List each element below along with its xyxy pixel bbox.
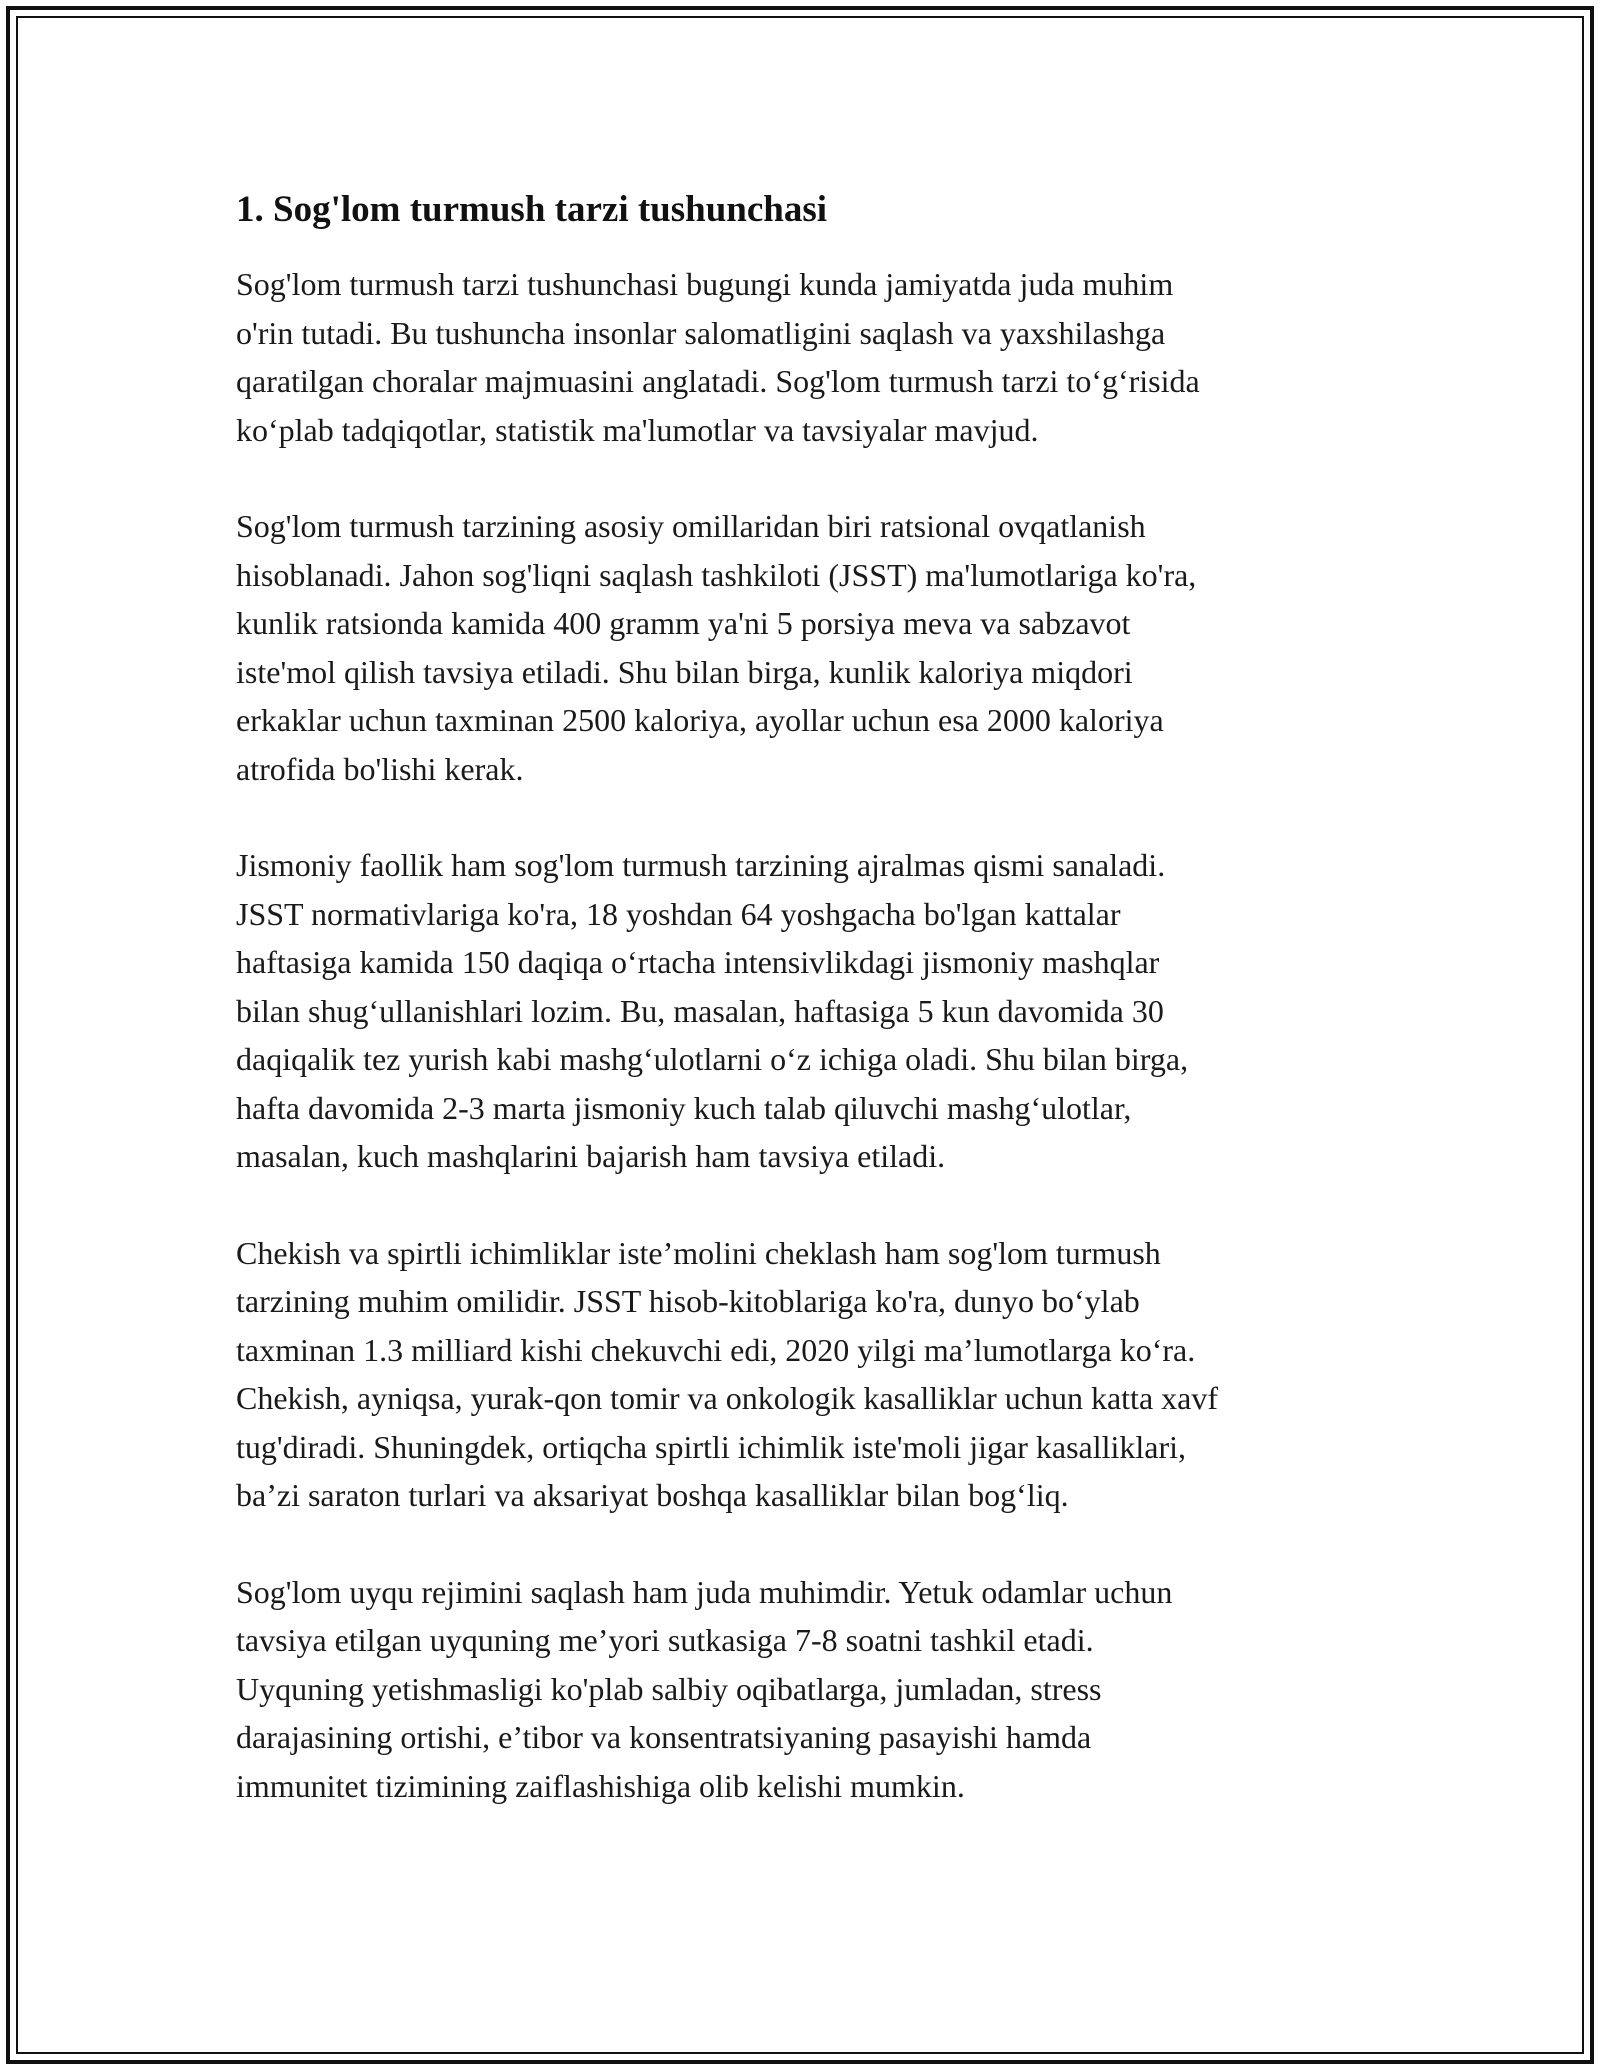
text-line: masalan, kuch mashqlarini bajarish ham tavsiya etiladi.	[236, 1138, 946, 1174]
text-line: Sog'lom turmush tarzi tushunchasi bugungi kunda jamiyatda juda muhim	[236, 266, 1174, 302]
text-line: hafta davomida 2-3 marta jismoniy kuch talab qiluvchi mashg‘ulotlar,	[236, 1089, 1132, 1126]
text-line: Jismoniy faollik ham sog'lom turmush tarzining ajralmas qismi sanaladi.	[236, 847, 1166, 883]
text-line: ba’zi saraton turlari va aksariyat boshqa kasalliklar bilan bog‘liq.	[236, 1477, 1069, 1513]
paragraph-sleep	[236, 1568, 1376, 1811]
text-line: bilan shug‘ullanishlari lozim. Bu, masalan, haftasiga 5 kun davomida 30	[236, 992, 1164, 1029]
text-line: haftasiga kamida 150 daqiqa o‘rtacha intensivlikdagi jismoniy mashqlar	[236, 944, 1160, 980]
text-line: hisoblanadi. Jahon sog'liqni saqlash tashkiloti (JSST) ma'lumotlariga ko'ra,	[236, 556, 1197, 593]
section-heading: 1. Sog'lom turmush tarzi tushunchasi	[236, 189, 828, 230]
text-line: kunlik ratsionda kamida 400 gramm ya'ni 5 porsiya meva va sabzavot	[236, 605, 1131, 641]
text-line: Uyquning yetishmasligi ko'plab salbiy oqibatlarga, jumladan, stress	[236, 1670, 1102, 1707]
text-line: Sog'lom turmush tarzining asosiy omillaridan biri ratsional ovqatlanish	[236, 508, 1146, 544]
text-line: iste'mol qilish tavsiya etiladi. Shu bilan birga, kunlik kaloriya miqdori	[236, 653, 1133, 690]
text-line: qaratilgan choralar majmuasini anglatadi. Sog'lom turmush tarzi to‘g‘risida	[236, 363, 1200, 399]
text-line: o'rin tutadi. Bu tushuncha insonlar salomatligini saqlash va yaxshilashga	[236, 314, 1166, 351]
paragraph-smoking-alcohol	[236, 1229, 1376, 1520]
text-line: tavsiya etilgan uyquning me’yori sutkasiga 7-8 soatni tashkil etadi.	[236, 1622, 1094, 1658]
text-line: taxminan 1.3 milliard kishi chekuvchi edi, 2020 yilgi ma’lumotlarga ko‘ra.	[236, 1331, 1196, 1368]
text-line: Chekish, ayniqsa, yurak-qon tomir va onkologik kasalliklar uchun katta xavf	[236, 1380, 1218, 1416]
text-line: Sog'lom uyqu rejimini saqlash ham juda muhimdir. Yetuk odamlar uchun	[236, 1573, 1173, 1610]
text-line: darajasining ortishi, e’tibor va konsentratsiyaning pasayishi hamda	[236, 1719, 1092, 1755]
text-line: erkaklar uchun taxminan 2500 kaloriya, ayollar uchun esa 2000 kaloriya	[236, 702, 1164, 738]
paragraph-nutrition	[236, 502, 1376, 793]
text-line: Chekish va spirtli ichimliklar iste’molini cheklash ham sog'lom turmush	[236, 1234, 1161, 1271]
text-line: atrofida bo'lishi kerak.	[236, 750, 524, 787]
text-line: daqiqalik tez yurish kabi mashg‘ulotlarni o‘z ichiga oladi. Shu bilan birga,	[236, 1041, 1189, 1077]
paragraph-intro	[236, 260, 1376, 454]
text-line: tarzining muhim omilidir. JSST hisob-kitoblariga ko'ra, dunyo bo‘ylab	[236, 1283, 1140, 1319]
paragraph-physical-activity	[236, 841, 1376, 1181]
text-line: tug'diradi. Shuningdek, ortiqcha spirtli ichimlik iste'moli jigar kasalliklari,	[236, 1428, 1187, 1465]
text-line: ko‘plab tadqiqotlar, statistik ma'lumotlar va tavsiyalar mavjud.	[236, 411, 1039, 448]
text-line: JSST normativlariga ko'ra, 18 yoshdan 64 yoshgacha bo'lgan kattalar	[236, 895, 1121, 932]
document-body	[236, 186, 1376, 1810]
text-line: immunitet tizimining zaiflashishiga olib kelishi mumkin.	[236, 1767, 965, 1804]
